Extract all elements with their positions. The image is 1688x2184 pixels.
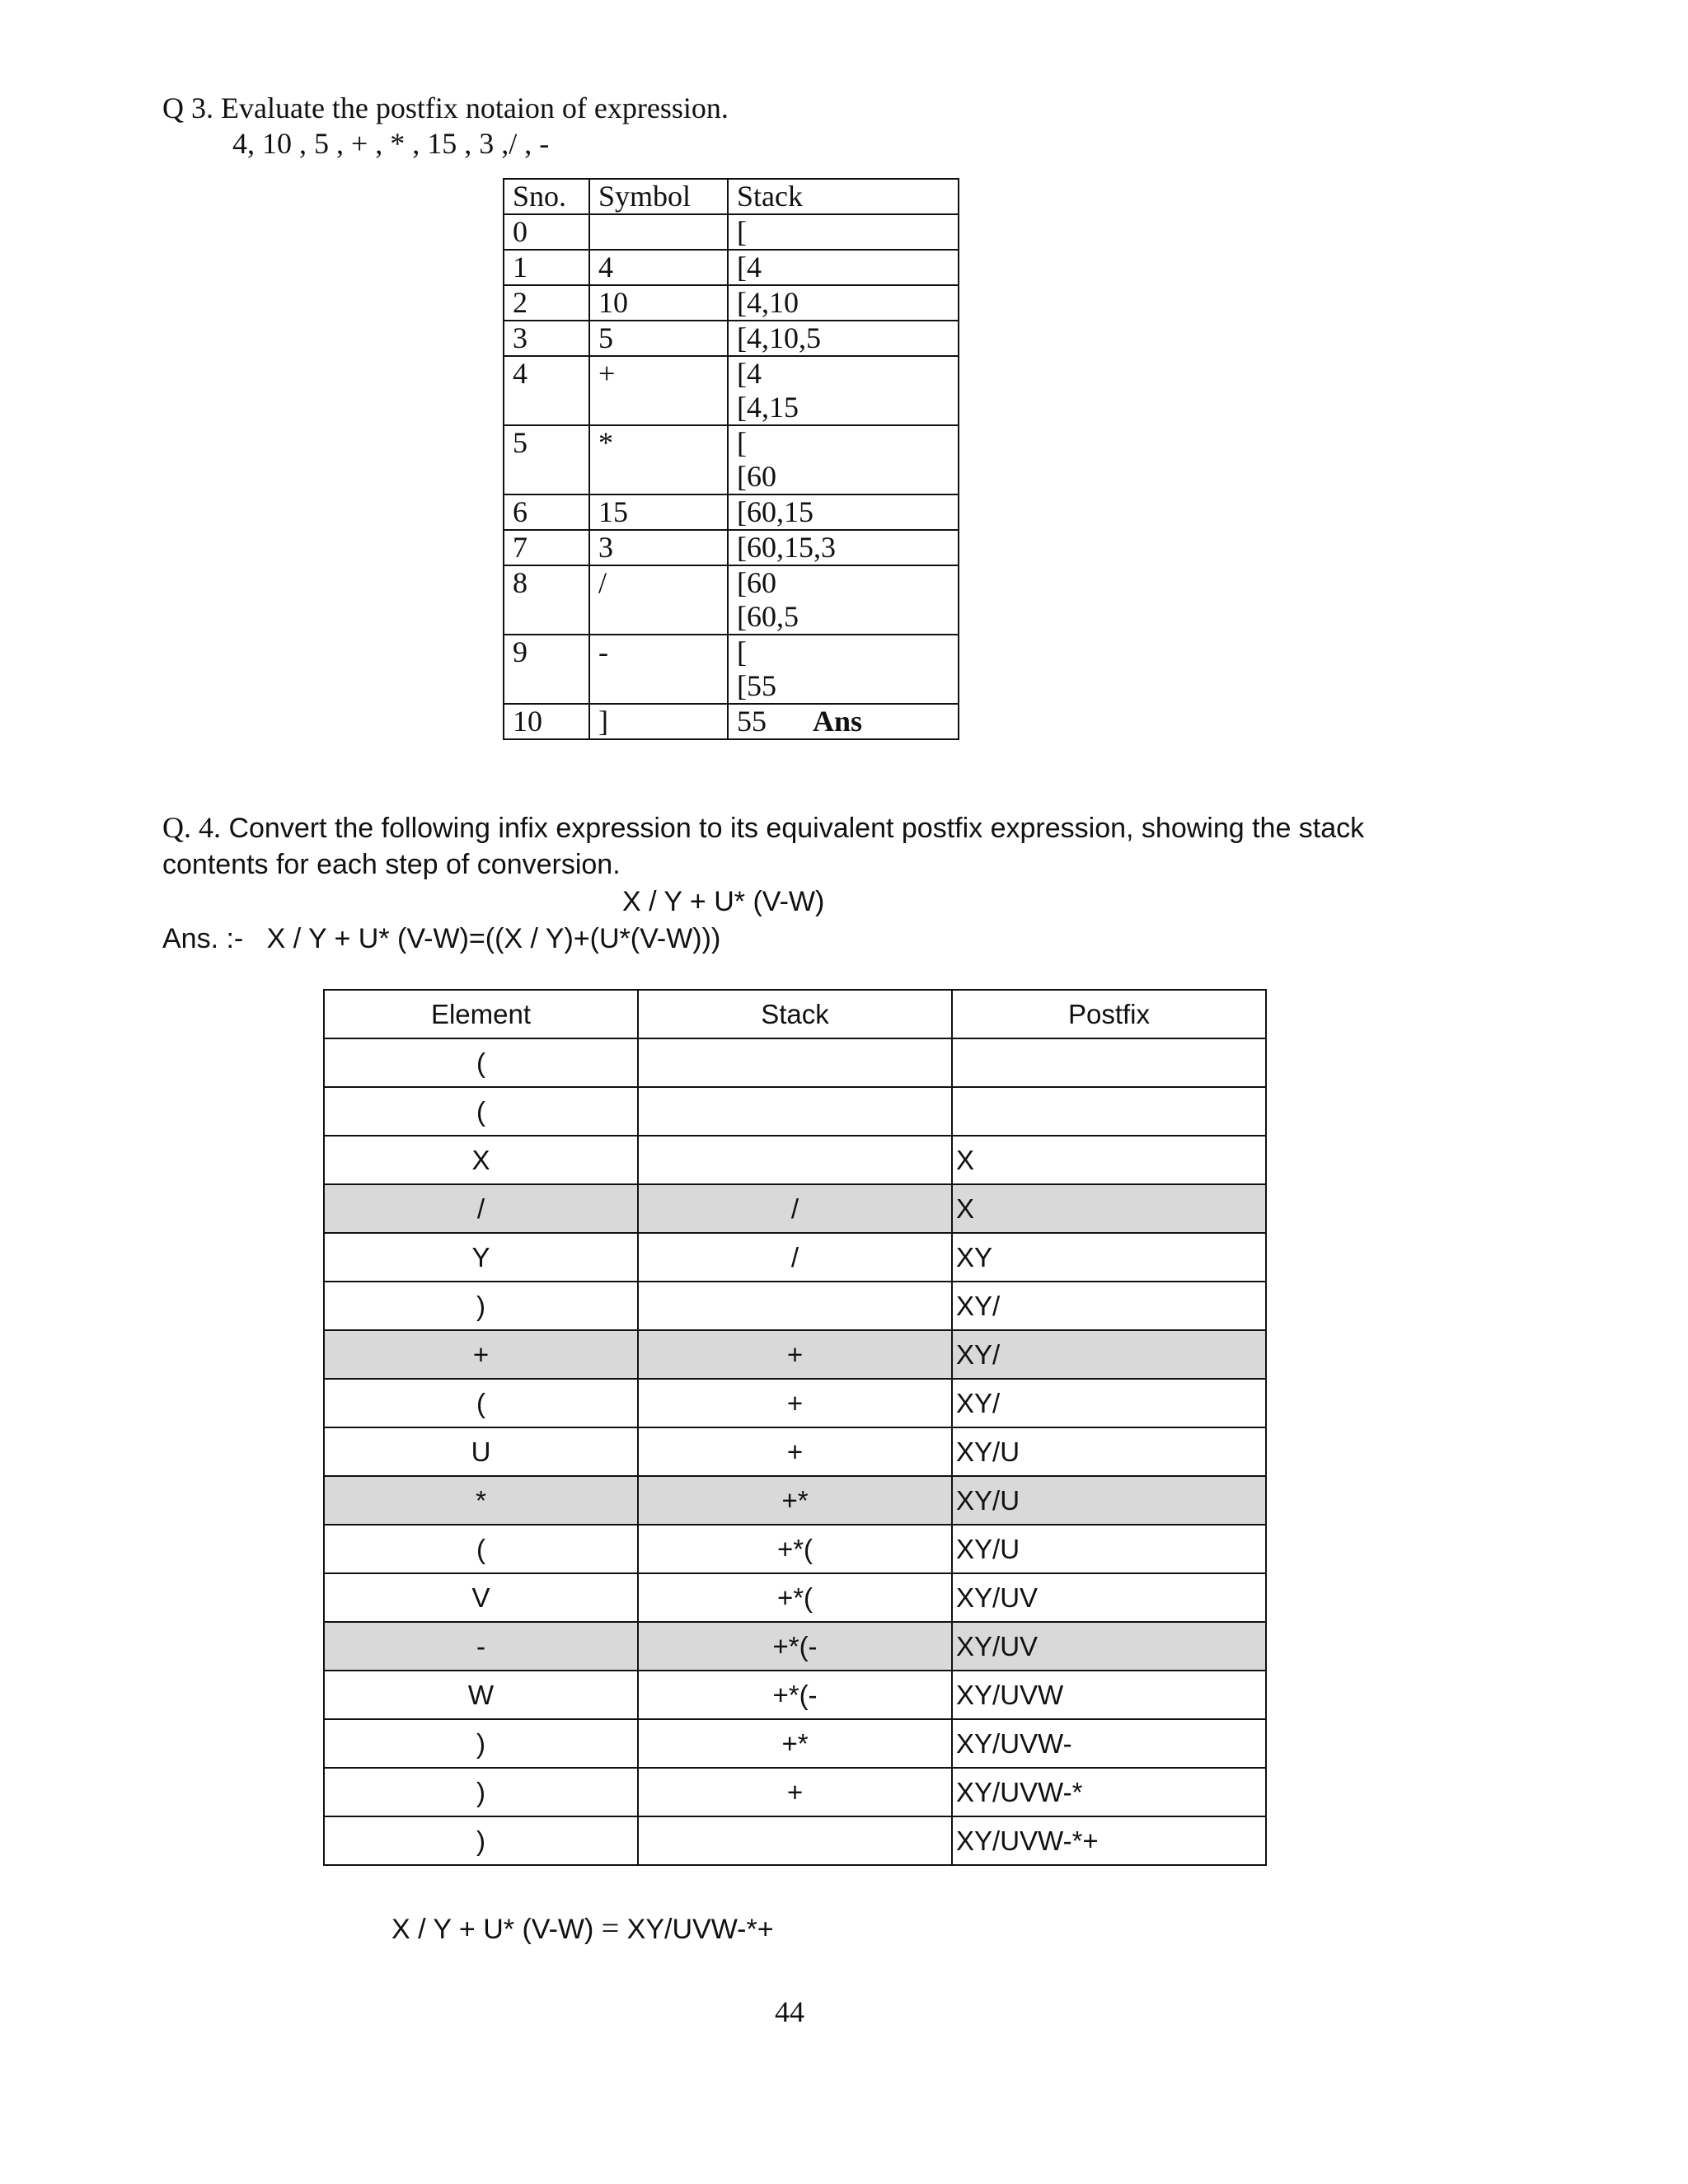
q3-evaluation-table: [503, 178, 959, 740]
q3-cell-stack: [728, 214, 959, 250]
q3-ans-label: Ans: [813, 705, 863, 738]
q3-table-body: [504, 214, 959, 739]
q4-cell-stack: +*(-: [638, 1622, 952, 1671]
q4-cell-element: X: [324, 1136, 638, 1184]
q3-stack-value: [4,15: [737, 391, 799, 424]
q3-cell-sno: 5: [504, 425, 589, 494]
q4-cell-element: *: [324, 1476, 638, 1525]
q3-stack-value: [60: [737, 566, 776, 599]
q4-cell-stack: +: [638, 1768, 952, 1816]
q4-cell-stack: [638, 1136, 952, 1184]
q3-cell-stack: [728, 285, 959, 321]
q3-row: [504, 285, 959, 321]
q4-cell-stack: /: [638, 1184, 952, 1233]
q3-cell-stack: [728, 425, 959, 494]
q4-header-stack: Stack: [638, 990, 952, 1038]
q4-cell-element: ): [324, 1816, 638, 1865]
q3-cell-sno: 10: [504, 704, 589, 739]
q3-row: [504, 530, 959, 565]
q4-row: [324, 1184, 1266, 1233]
q3-cell-stack: [728, 494, 959, 530]
result-lhs: X / Y + U* (V-W): [392, 1914, 594, 1945]
q3-stack-line: [737, 669, 950, 703]
q3-stack-line: [737, 495, 950, 529]
q4-row: [324, 1038, 1266, 1087]
q3-stack-line: [737, 635, 950, 669]
q4-row: [324, 1525, 1266, 1573]
q3-cell-stack: [728, 530, 959, 565]
q3-stack-line: [737, 215, 950, 249]
q4-cell-postfix: XY/UVW-*+: [952, 1816, 1266, 1865]
q4-cell-postfix: XY/UVW-*: [952, 1768, 1266, 1816]
q4-cell-element: (: [324, 1379, 638, 1427]
q3-row: [504, 704, 959, 739]
q4-row: [324, 1768, 1266, 1816]
q3-cell-symbol: 5: [589, 321, 728, 356]
q4-header-row: [324, 990, 1266, 1038]
q3-cell-sno: 6: [504, 494, 589, 530]
q4-cell-postfix: XY/U: [952, 1427, 1266, 1476]
q3-stack-value: [4: [737, 357, 762, 390]
q4-cell-postfix: XY/U: [952, 1476, 1266, 1525]
q4-cell-postfix: XY/: [952, 1282, 1266, 1330]
q3-stack-line: [737, 531, 950, 565]
q4-row: [324, 1816, 1266, 1865]
q3-stack-value: [4: [737, 251, 762, 284]
q4-cell-postfix: XY/U: [952, 1525, 1266, 1573]
q4-cell-element: ): [324, 1719, 638, 1768]
q4-cell-postfix: XY/UV: [952, 1622, 1266, 1671]
q3-stack-line: [737, 705, 950, 738]
q3-cell-sno: 0: [504, 214, 589, 250]
q3-stack-value: [: [737, 426, 747, 459]
q3-cell-symbol: -: [589, 635, 728, 704]
q3-cell-sno: 7: [504, 530, 589, 565]
q3-cell-symbol: 3: [589, 530, 728, 565]
q3-cell-sno: 3: [504, 321, 589, 356]
q4-cell-postfix: XY/UVW: [952, 1671, 1266, 1719]
q3-cell-stack: [728, 704, 959, 739]
q4-row: [324, 1671, 1266, 1719]
q4-cell-element: (: [324, 1038, 638, 1087]
q4-prefix: Q. 4.: [162, 811, 221, 844]
q3-stack-line: [737, 426, 950, 460]
q4-cell-postfix: [952, 1087, 1266, 1136]
q4-cell-stack: +*(: [638, 1525, 952, 1573]
q4-row: [324, 1622, 1266, 1671]
q3-cell-sno: 1: [504, 250, 589, 285]
q4-cell-element: (: [324, 1087, 638, 1136]
q3-stack-value: 55: [737, 705, 767, 738]
q4-cell-postfix: X: [952, 1136, 1266, 1184]
q3-cell-symbol: ]: [589, 704, 728, 739]
q4-row: [324, 1573, 1266, 1622]
q3-stack-value: [: [737, 635, 747, 668]
q3-stack-value: [60,15: [737, 495, 814, 528]
q4-cell-element: (: [324, 1525, 638, 1573]
q3-cell-stack: [728, 635, 959, 704]
q4-cell-stack: [638, 1038, 952, 1087]
q4-row: [324, 1136, 1266, 1184]
q3-stack-line: [737, 251, 950, 284]
q3-row: [504, 635, 959, 704]
q4-cell-element: ): [324, 1282, 638, 1330]
q4-cell-element: V: [324, 1573, 638, 1622]
q4-cell-stack: +: [638, 1427, 952, 1476]
q3-cell-stack: [728, 250, 959, 285]
q4-cell-postfix: XY/UVW-: [952, 1719, 1266, 1768]
q3-stack-value: [60: [737, 460, 776, 493]
q3-header-sno: Sno.: [504, 179, 589, 214]
q3-row: [504, 250, 959, 285]
q3-row: [504, 425, 959, 494]
page-number: 44: [775, 1995, 804, 2028]
q3-cell-symbol: *: [589, 425, 728, 494]
q3-stack-line: [737, 391, 950, 424]
q3-header-row: [504, 179, 959, 214]
q3-cell-stack: [728, 356, 959, 425]
q4-row: [324, 1330, 1266, 1379]
q3-stack-line: [737, 460, 950, 494]
q3-cell-sno: 2: [504, 285, 589, 321]
q4-row: [324, 1379, 1266, 1427]
q4-cell-stack: [638, 1282, 952, 1330]
q4-cell-stack: /: [638, 1233, 952, 1282]
q3-cell-stack: [728, 565, 959, 635]
q4-cell-element: /: [324, 1184, 638, 1233]
q4-question-line-2: contents for each step of conversion.: [162, 849, 621, 880]
q4-cell-element: -: [324, 1622, 638, 1671]
q3-stack-line: [737, 357, 950, 391]
result-rhs: XY/UVW-*+: [626, 1914, 774, 1945]
q3-expression: 4, 10 , 5 , + , * , 15 , 3 ,/ , -: [232, 127, 550, 160]
q4-cell-element: W: [324, 1671, 638, 1719]
q3-cell-sno: 4: [504, 356, 589, 425]
q3-stack-value: [: [737, 215, 747, 248]
q3-stack-line: [737, 600, 950, 634]
q4-cell-postfix: XY: [952, 1233, 1266, 1282]
q4-cell-postfix: XY/: [952, 1330, 1266, 1379]
q3-cell-symbol: +: [589, 356, 728, 425]
q4-cell-postfix: X: [952, 1184, 1266, 1233]
result-equals: =: [601, 1911, 620, 1946]
q3-cell-symbol: 10: [589, 285, 728, 321]
q3-row: [504, 321, 959, 356]
q4-cell-element: ): [324, 1768, 638, 1816]
q3-cell-stack: [728, 321, 959, 356]
q3-stack-line: [737, 286, 950, 320]
q4-question-text: Convert the following infix expression to its equivalent postfix expression, showing the stack: [228, 813, 1365, 844]
q4-cell-stack: [638, 1816, 952, 1865]
q4-row: [324, 1087, 1266, 1136]
q3-stack-value: [60,5: [737, 600, 799, 633]
q4-cell-stack: +*(-: [638, 1671, 952, 1719]
q4-cell-stack: +*(: [638, 1573, 952, 1622]
q3-header-symbol: Symbol: [589, 179, 728, 214]
q4-expression: X / Y + U* (V-W): [622, 886, 825, 917]
q3-stack-value: [55: [737, 669, 776, 702]
q4-answer: Ans. :- X / Y + U* (V-W)=((X / Y)+(U*(V-W))): [162, 923, 721, 954]
q3-row: [504, 356, 959, 425]
q3-cell-sno: 8: [504, 565, 589, 635]
q4-cell-stack: +*: [638, 1719, 952, 1768]
q4-conversion-table: [323, 989, 1267, 1866]
q3-row: [504, 565, 959, 635]
q4-row: [324, 1282, 1266, 1330]
q4-header-element: Element: [324, 990, 638, 1038]
q3-cell-symbol: /: [589, 565, 728, 635]
q3-row: [504, 494, 959, 530]
q3-row: [504, 214, 959, 250]
q3-stack-value: [60,15,3: [737, 531, 836, 564]
q4-cell-postfix: [952, 1038, 1266, 1087]
q4-cell-stack: +: [638, 1330, 952, 1379]
q4-header-postfix: Postfix: [952, 990, 1266, 1038]
q4-cell-postfix: XY/UV: [952, 1573, 1266, 1622]
q4-row: [324, 1719, 1266, 1768]
q4-cell-postfix: XY/: [952, 1379, 1266, 1427]
q4-question-line-1: [162, 810, 1364, 845]
q4-result: [392, 1910, 774, 1947]
q4-row: [324, 1427, 1266, 1476]
q4-cell-stack: +: [638, 1379, 952, 1427]
q4-cell-stack: [638, 1087, 952, 1136]
q3-title: Q 3. Evaluate the postfix notaion of expression.: [162, 91, 729, 124]
q3-cell-symbol: 15: [589, 494, 728, 530]
q4-row: [324, 1476, 1266, 1525]
q4-cell-element: U: [324, 1427, 638, 1476]
q3-stack-value: [4,10: [737, 286, 799, 319]
q3-cell-symbol: [589, 214, 728, 250]
q3-stack-line: [737, 321, 950, 355]
q4-cell-stack: +*: [638, 1476, 952, 1525]
q3-header-stack: Stack: [728, 179, 959, 214]
q3-cell-sno: 9: [504, 635, 589, 704]
q3-stack-line: [737, 566, 950, 600]
q4-cell-element: +: [324, 1330, 638, 1379]
q4-table-body: [324, 1038, 1266, 1865]
q4-cell-element: Y: [324, 1233, 638, 1282]
q3-cell-symbol: 4: [589, 250, 728, 285]
q3-stack-value: [4,10,5: [737, 321, 821, 354]
q4-row: [324, 1233, 1266, 1282]
